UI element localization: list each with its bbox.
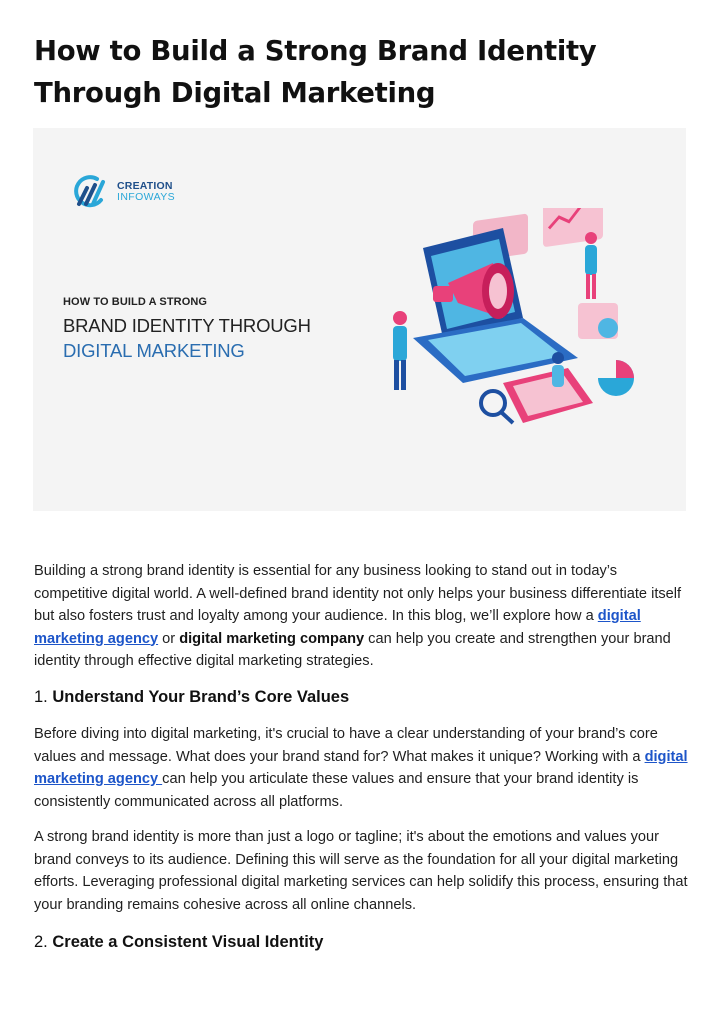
logo-line2: INFOWAYS (117, 191, 176, 203)
section-2-title: Create a Consistent Visual Identity (52, 933, 324, 951)
intro-text-3: can help you create and strengthen your brand identity through effective digital marketing strategies. (34, 630, 671, 669)
page-title: How to Build a Strong Brand Identity Through Digital Marketing (34, 35, 597, 109)
logo-mark-icon (71, 174, 111, 210)
hero-small-heading: HOW TO BUILD A STRONG (63, 296, 208, 308)
intro-paragraph (34, 560, 694, 673)
section-1-text-a: Before diving into digital marketing, it's crucial to have a clear understanding of your brand’s core values and message. What does your brand stand for? What makes it unique? Working with a (34, 726, 658, 765)
section-2-heading (34, 930, 323, 954)
section-1-number: 1. (34, 688, 48, 706)
section-1-title: Understand Your Brand’s Core Values (52, 688, 350, 706)
brand-logo (71, 174, 175, 210)
hero-heading-line1: BRAND IDENTITY THROUGH (63, 315, 311, 336)
section-1-paragraph-2: A strong brand identity is more than just a logo or tagline; it's about the emotions and values your brand conveys to its audience. Defining this will serve as the foundation for all your digital marketing efforts. Leveraging professional digital marketing services can help solidify this process, ensuring that your branding remains cohesive across all online channels. (34, 829, 688, 913)
digital-marketing-illustration (353, 208, 663, 448)
intro-text-2: or (158, 630, 180, 647)
digital-marketing-agency-link[interactable]: digital marketing agency (34, 608, 641, 647)
hero-heading-line2: DIGITAL MARKETING (63, 340, 245, 361)
section-2-number: 2. (34, 933, 48, 951)
section-1-paragraph-1 (34, 723, 694, 813)
digital-marketing-agency-link-2[interactable]: digital marketing agency (34, 748, 688, 787)
section-1-text-b: can help you articulate these values and ensure that your brand identity is consistently communicated across all platforms. (34, 771, 639, 810)
hero-banner (33, 128, 686, 511)
digital-marketing-company-text: digital marketing company (179, 630, 365, 647)
logo-line1: CREATION (117, 180, 173, 192)
section-1-heading (34, 685, 349, 709)
intro-text-1: Building a strong brand identity is essential for any business looking to stand out in today’s competitive digital world. A well-defined brand identity not only helps your business differentiate itself but also fosters trust and loyalty among your audience. In this blog, we’ll explore how a (34, 563, 682, 624)
